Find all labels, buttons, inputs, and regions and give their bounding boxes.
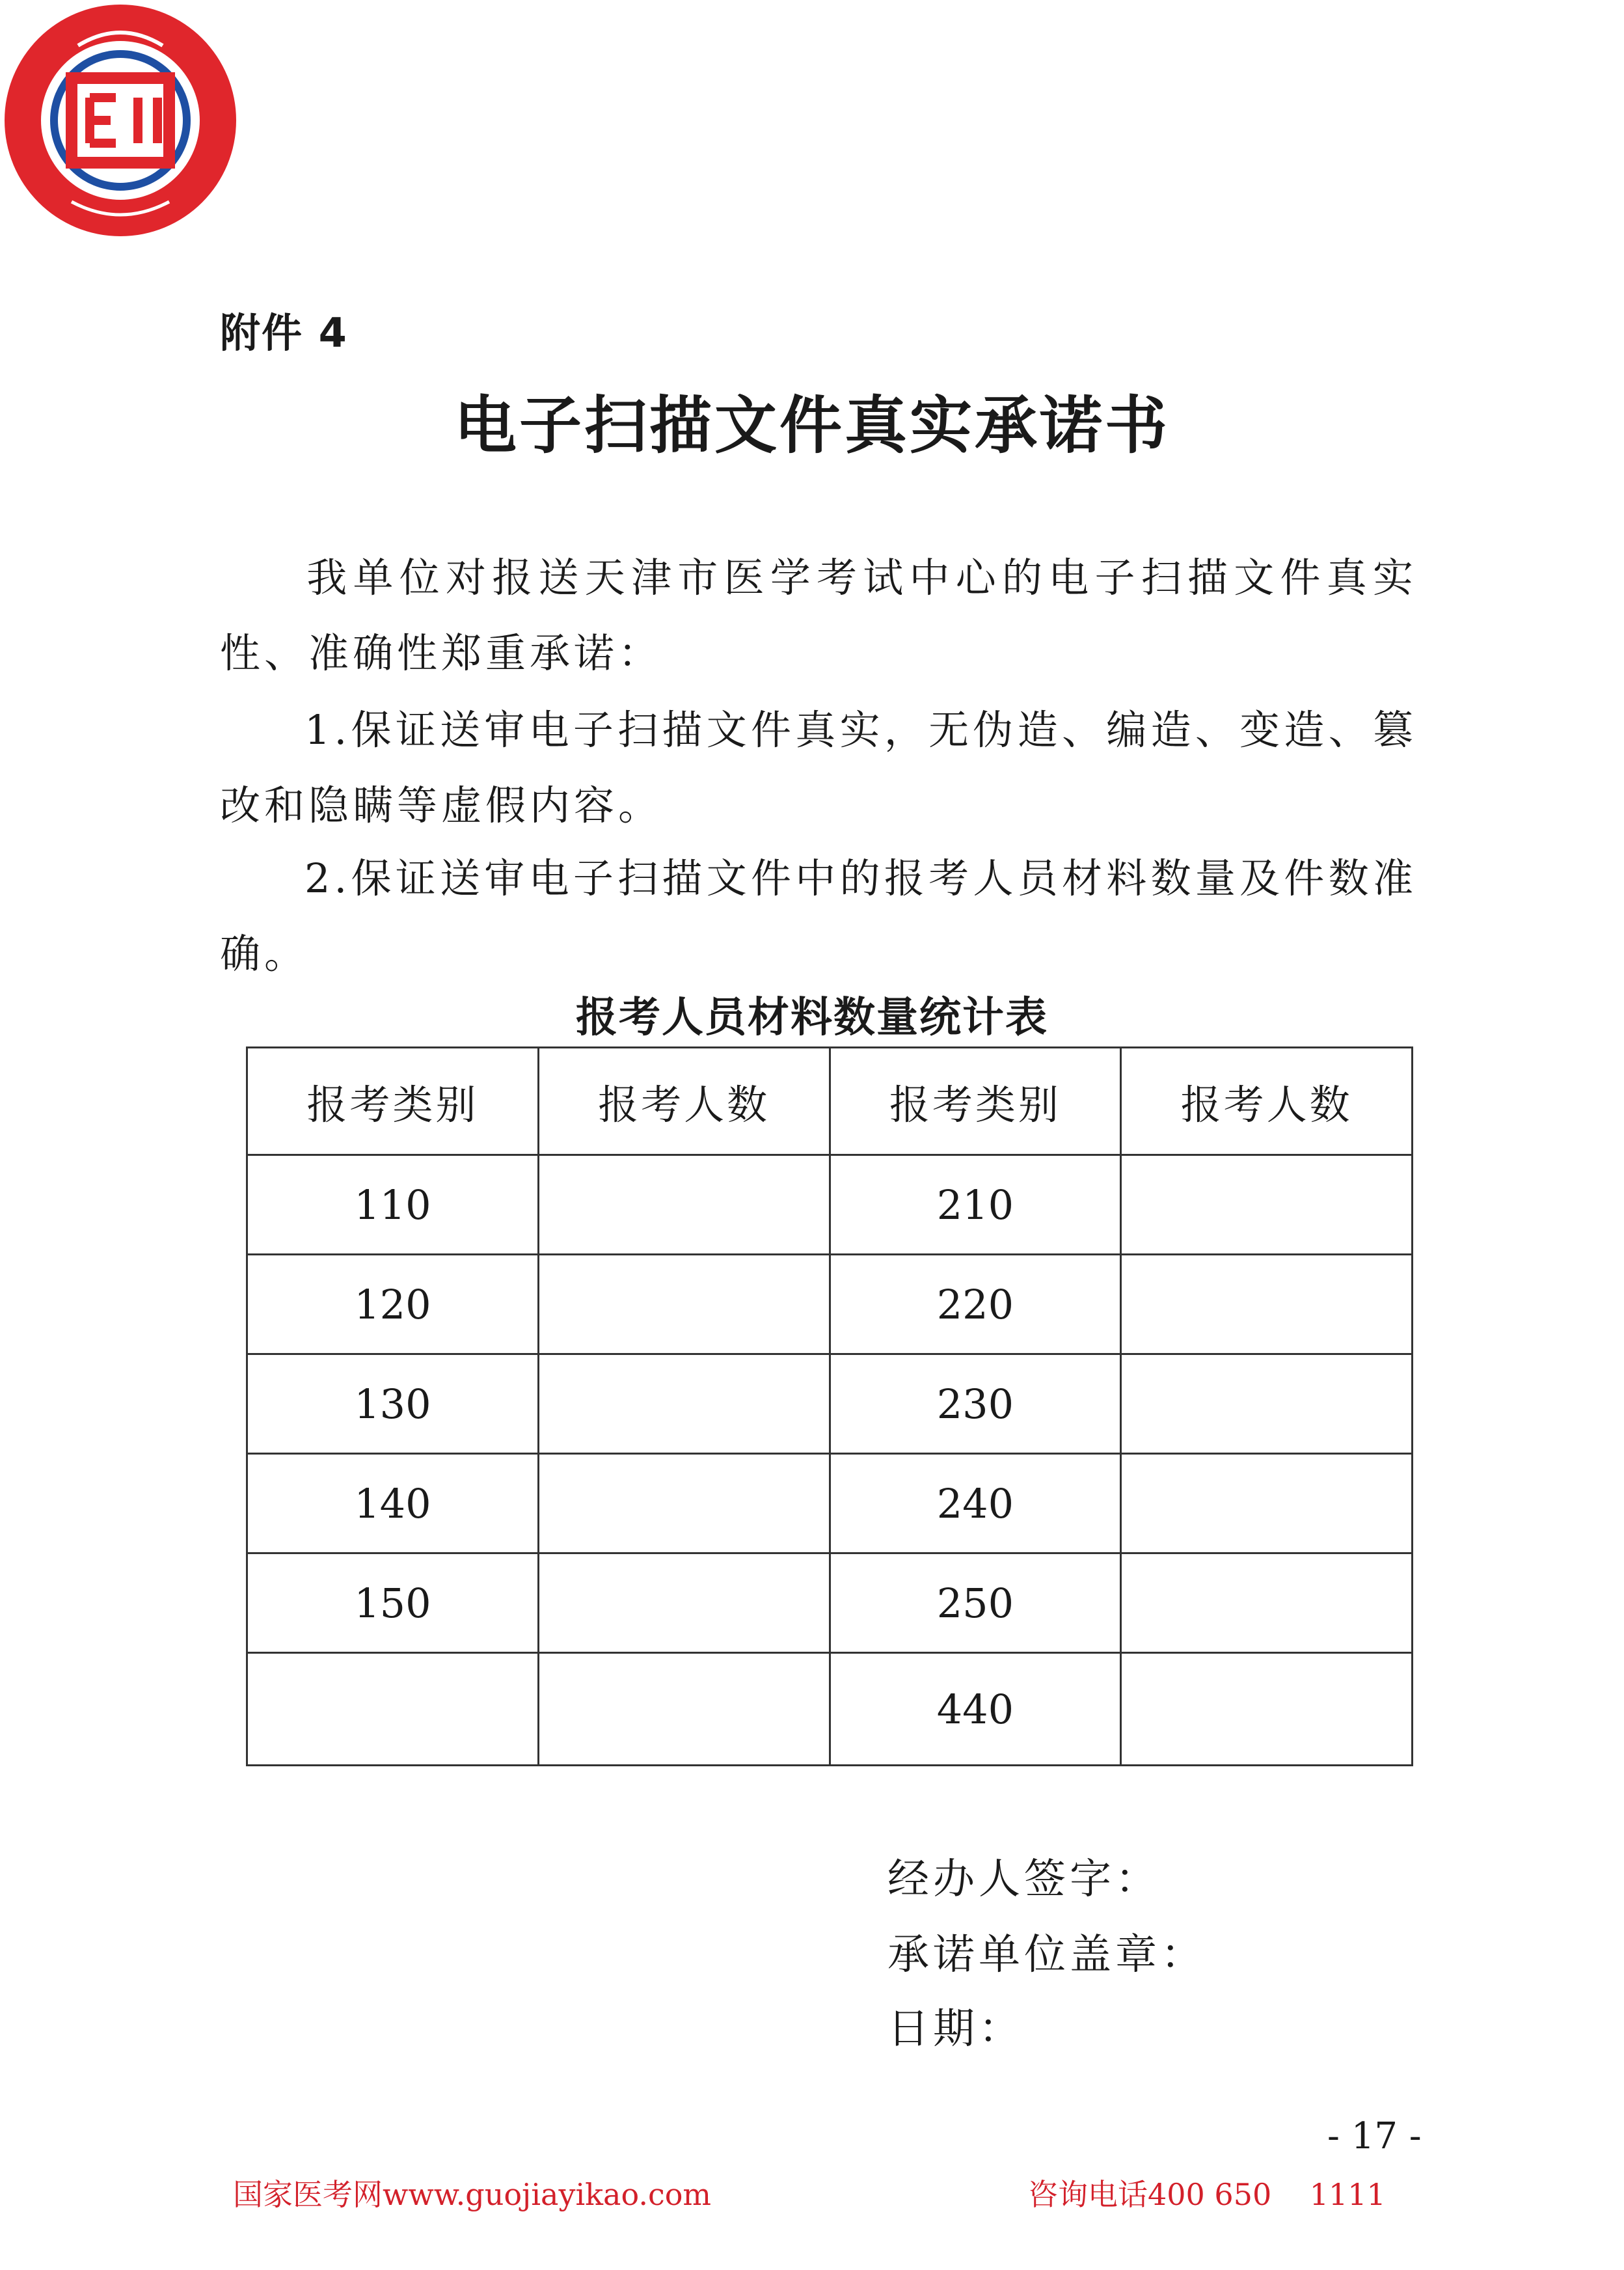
category-cell: 240: [830, 1454, 1121, 1553]
category-cell: 130: [247, 1354, 539, 1454]
table-row: [247, 1155, 1413, 1255]
count-cell: [538, 1553, 830, 1653]
footer-phone: 咨询电话400 650 1111: [1028, 2177, 1386, 2212]
count-cell: [538, 1354, 830, 1454]
document-title: 电子扫描文件真实承诺书: [454, 389, 1170, 462]
category-cell: 120: [247, 1255, 539, 1354]
count-cell: [538, 1255, 830, 1354]
header-count-1: 报考人数: [538, 1048, 830, 1155]
table-row: [247, 1255, 1413, 1354]
count-cell: [1121, 1155, 1413, 1255]
intro-paragraph: 我单位对报送天津市医学考试中心的电子扫描文件真实性、准确性郑重承诺：: [220, 554, 1417, 677]
date-label: 日期：: [887, 2005, 1024, 2053]
count-cell: [538, 1454, 830, 1553]
footer-website: 国家医考网www.guojiayikao.com: [233, 2177, 712, 2212]
table-row: [247, 1553, 1413, 1653]
category-cell: 440: [830, 1653, 1121, 1766]
table-header-row: [247, 1048, 1413, 1155]
category-cell: 110: [247, 1155, 539, 1255]
category-cell: 140: [247, 1454, 539, 1553]
table-title: 报考人员材料数量统计表: [576, 993, 1048, 1042]
header-category-1: 报考类别: [247, 1048, 539, 1155]
handler-signature-label: 经办人签字：: [887, 1855, 1161, 1904]
count-cell: [538, 1653, 830, 1766]
category-cell: 230: [830, 1354, 1121, 1454]
category-cell: 150: [247, 1553, 539, 1653]
category-cell: [247, 1653, 539, 1766]
unit-stamp-label: 承诺单位盖章：: [887, 1931, 1206, 1979]
table-row: [247, 1354, 1413, 1454]
count-cell: [1121, 1653, 1413, 1766]
category-cell: 210: [830, 1155, 1121, 1255]
page-number: - 17 -: [1327, 2115, 1422, 2157]
attachment-label: 附件 4: [220, 309, 348, 357]
commitment-item-1: 1.保证送审电子扫描文件真实，无伪造、编造、变造、篡改和隐瞒等虚假内容。: [220, 706, 1417, 829]
statistics-table: [246, 1046, 1413, 1766]
table-row: [247, 1653, 1413, 1766]
category-cell: 250: [830, 1553, 1121, 1653]
count-cell: [1121, 1354, 1413, 1454]
count-cell: [1121, 1454, 1413, 1553]
category-cell: 220: [830, 1255, 1121, 1354]
header-category-2: 报考类别: [830, 1048, 1121, 1155]
header-count-2: 报考人数: [1121, 1048, 1413, 1155]
table-row: [247, 1454, 1413, 1553]
count-cell: [538, 1155, 830, 1255]
count-cell: [1121, 1553, 1413, 1653]
commitment-item-2: 2.保证送审电子扫描文件中的报考人员材料数量及件数准确。: [220, 855, 1417, 978]
count-cell: [1121, 1255, 1413, 1354]
brand-seal-logo: [0, 0, 241, 241]
